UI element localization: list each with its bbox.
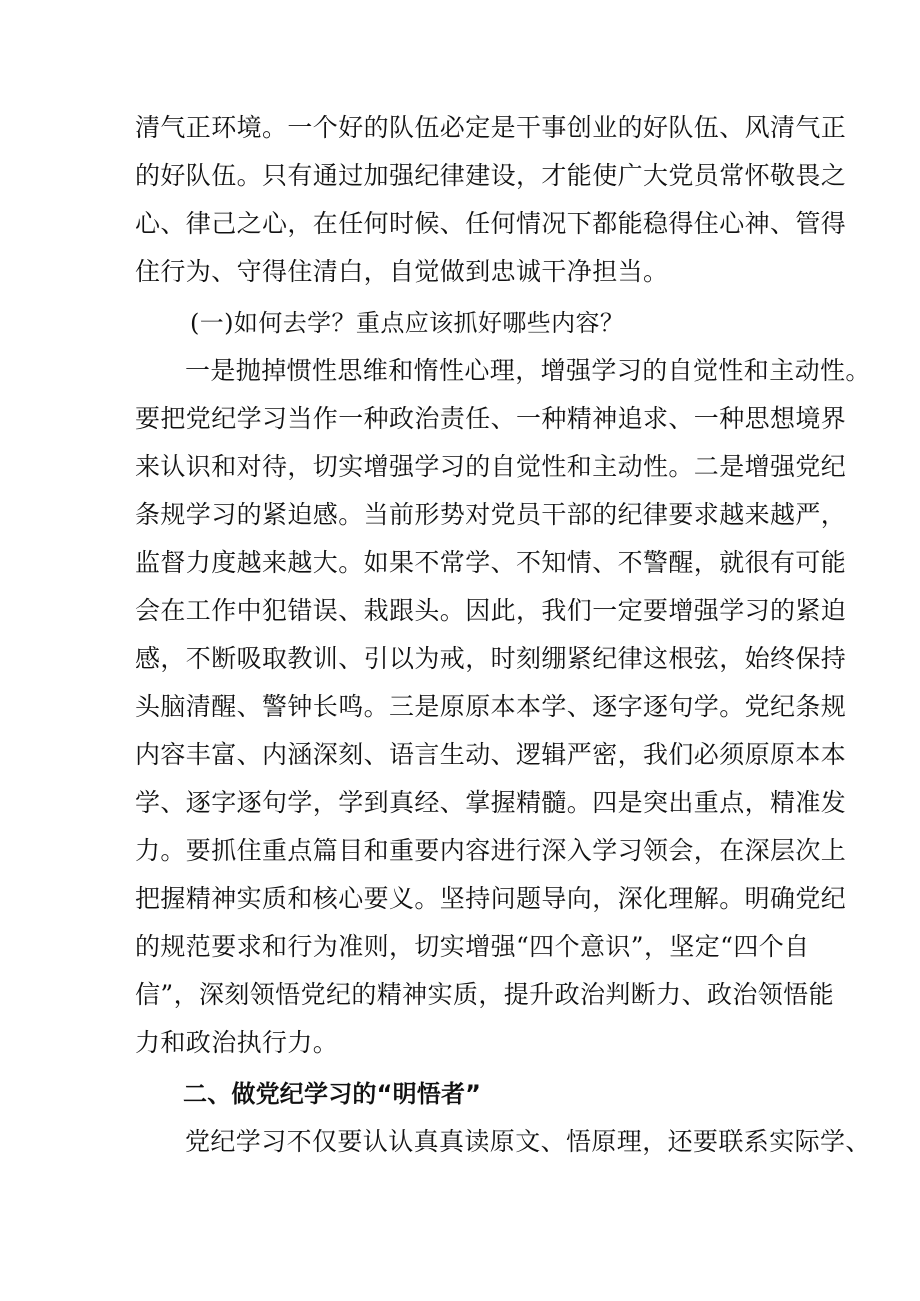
body-text-line: 头脑清醒、警钟长鸣。三是原原本本学、逐字逐句学。党纪条规 — [135, 692, 847, 721]
subsection-heading: (一)如何去学？重点应该抓好哪些内容？ — [190, 309, 625, 337]
body-text-line: 会在工作中犯错误、栽跟头。因此，我们一定要增强学习的紧迫 — [135, 596, 847, 625]
body-text-line: 的好队伍。只有通过加强纪律建设，才能使广大党员常怀敬畏之 — [135, 161, 847, 190]
body-text-line: 监督力度越来越大。如果不常学、不知情、不警醒，就很有可能 — [135, 548, 847, 577]
body-text-line: 感，不断吸取教训、引以为戒，时刻绷紧纪律这根弦，始终保持 — [135, 644, 847, 673]
body-text-line: 的规范要求和行为准则，切实增强“四个意识”，坚定“四个自 — [135, 932, 810, 961]
paragraph-first-line: 党纪学习不仅要认认真真读原文、悟原理，还要联系实际学、 — [185, 1127, 871, 1156]
body-text-line: 条规学习的紧迫感。当前形势对党员干部的纪律要求越来越严， — [135, 500, 847, 529]
body-text-line: 力。要抓住重点篇目和重要内容进行深入学习领会，在深层次上 — [135, 836, 847, 865]
paragraph-first-line: 一是抛掉惯性思维和惰性心理，增强学习的自觉性和主动性。 — [185, 356, 871, 385]
body-text-line: 清气正环境。一个好的队伍必定是干事创业的好队伍、风清气正 — [135, 113, 847, 142]
section-heading: 二、做党纪学习的“明悟者” — [183, 1080, 482, 1108]
body-text-line: 信”，深刻领悟党纪的精神实质，提升政治判断力、政治领悟能 — [135, 980, 834, 1009]
body-text-line: 住行为、守得住清白，自觉做到忠诚干净担当。 — [135, 257, 669, 286]
body-text-line: 来认识和对待，切实增强学习的自觉性和主动性。二是增强党纪 — [135, 452, 847, 481]
body-text-line: 要把党纪学习当作一种政治责任、一种精神追求、一种思想境界 — [135, 404, 847, 433]
body-text-line: 内容丰富、内涵深刻、语言生动、逻辑严密，我们必须原原本本 — [135, 740, 847, 769]
body-text-line: 把握精神实质和核心要义。坚持问题导向，深化理解。明确党纪 — [135, 884, 847, 913]
body-text-line: 力和政治执行力。 — [135, 1028, 339, 1057]
body-text-line: 心、律己之心，在任何时候、任何情况下都能稳得住心神、管得 — [135, 209, 847, 238]
body-text-line: 学、逐字逐句学，学到真经、掌握精髓。四是突出重点，精准发 — [135, 788, 847, 817]
